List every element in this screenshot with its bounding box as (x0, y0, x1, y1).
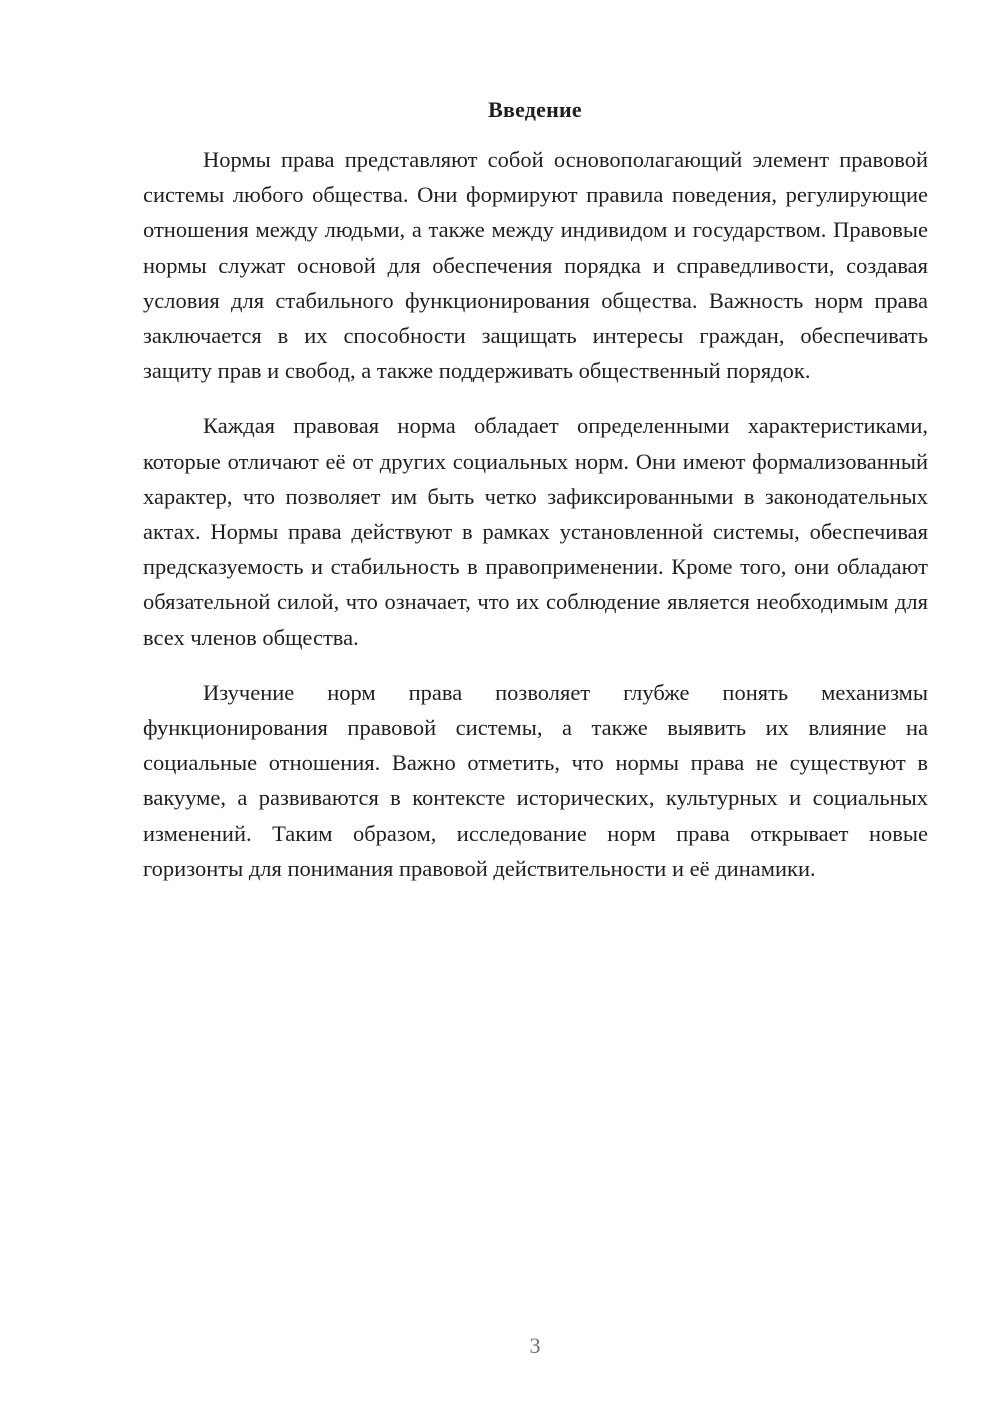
section-heading: Введение (488, 97, 582, 122)
paragraph-1: Нормы права представляют собой основополагающий элемент правовой системы любого общества. Они формируют правила поведения, регулирующие отношения между людьми, а также между индивидом и государством. Правовые нормы служат основой для обеспечения порядка и справедливости, создавая условия для стабильного функционирования общества. Важность норм права заключается в их способности защищать интересы граждан, обеспечивать защиту прав и свобод, а также поддерживать общественный порядок. (143, 147, 928, 384)
page-number: 3 (529, 1333, 541, 1358)
paragraph-3: Изучение норм права позволяет глубже понять механизмы функционирования правовой системы, а также выявить их влияние на социальные отношения. Важно отметить, что нормы права не существуют в вакууме, а развиваются в контексте исторических, культурных и социальных изменений. Таким образом, исследование норм права открывает новые горизонты для понимания правовой действительности и её динамики. (143, 679, 928, 881)
body-text (143, 142, 928, 886)
paragraph-2: Каждая правовая норма обладает определенными характеристиками, которые отличают её от других социальных норм. Они имеют формализованный характер, что позволяет им быть четко зафиксированными в законодательных актах. Нормы права действуют в рамках установленной системы, обеспечивая предсказуемость и стабильность в правоприменении. Кроме того, они обладают обязательной силой, что означает, что их соблюдение является необходимым для всех членов общества. (143, 413, 928, 650)
